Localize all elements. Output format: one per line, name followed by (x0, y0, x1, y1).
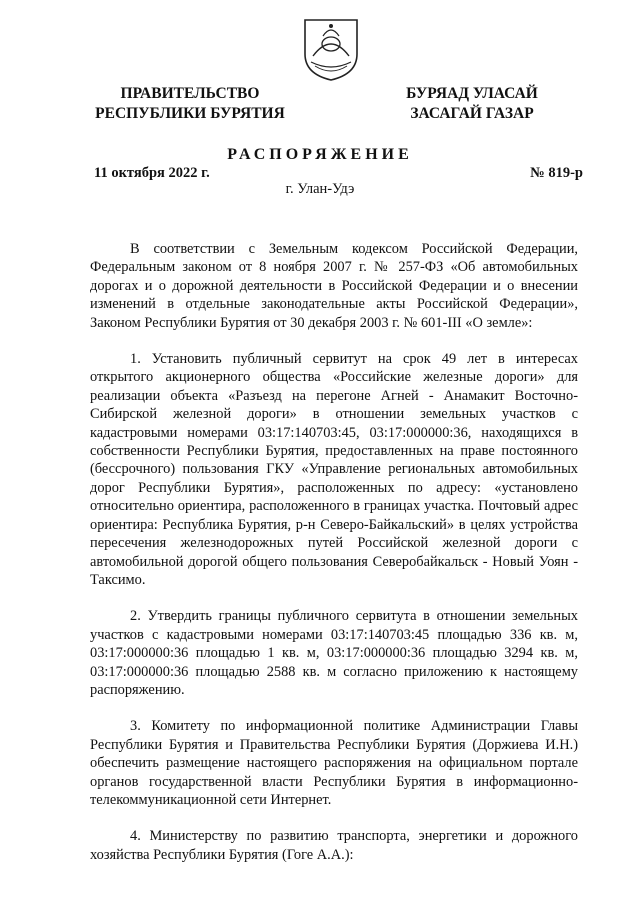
government-name-bua-line2: ЗАСАГАЙ ГАЗАР (410, 105, 534, 122)
government-name-line2: РЕСПУБЛИКИ БУРЯТИЯ (95, 105, 285, 122)
government-name-line1: ПРАВИТЕЛЬСТВО (120, 85, 260, 102)
paragraph-item-4: 4. Министерству по развитию транспорта, энергетики и дорожного хозяйства Республики Бурятия (Гоге А.А.): (90, 828, 578, 863)
document-title: РАСПОРЯЖЕНИЕ (227, 146, 413, 163)
document-date: 11 октября 2022 г. (94, 165, 210, 181)
preamble-paragraph: В соответствии с Земельным кодексом Российской Федерации, Федеральным законом от 8 ноября 2007 г. № 257-ФЗ «Об автомобильных дорогах и о дорожной деятельности в Российской Федерации и о внесении изменений в отдельные законодательные акты Российской Федерации», Законом Республики Бурятия от 30 декабря 2003 г. № 601-III «О земле»: (90, 241, 578, 331)
government-name-ru (90, 84, 290, 124)
government-name-bua-line1: БУРЯАД УЛАСАЙ (406, 85, 538, 102)
paragraph-item-2: 2. Утвердить границы публичного сервитута в отношении земельных участков с кадастровыми номерами 03:17:140703:45 площадью 336 кв. м, 03:17:000000:36 площадью 1 кв. м, 03:17:000000:36 площадью 3294 кв. м, 03:17:000000:36 площадью 2588 кв. м согласно приложению к настоящему распоряжению. (90, 608, 578, 698)
paragraph-item-1: 1. Установить публичный сервитут на срок 49 лет в интересах открытого акционерного общества «Российские железные дороги» для реализации объекта «Разъезд на перегоне Агней - Анамакит Восточно-Сибирской железной дороги» в отношении земельных участков с кадастровыми номерами 03:17:140703:45, 03:17:000000:36, находящихся в собственности Республики Бурятия, предоставленных на праве постоянного (бессрочного) пользования ГКУ «Управление региональных автомобильных дорог Республики Бурятия», расположенных по адресу: «установлено относительно ориентира, расположенного в границах участка. Почтовый адрес ориентира: Республика Бурятия, р-н Северо-Байкальский» в целях устройства пересечения железнодорожных путей Российской железной дороги с автомобильной дорогой общего пользования Северобайкальск - Новый Уоян - Таксимо. (90, 351, 578, 588)
document-body (90, 240, 578, 882)
document-number: № 819-р (530, 165, 583, 181)
paragraph-item-3: 3. Комитету по информационной политике Администрации Главы Республики Бурятия и Правительства Республики Бурятия (Доржиева И.Н.) обеспечить размещение настоящего распоряжения на официальном портале органов государственной власти Республики Бурятия в информационно-телекоммуникационной сети Интернет. (90, 718, 578, 808)
government-name-bua (384, 84, 560, 124)
document-city: г. Улан-Удэ (285, 181, 355, 197)
coat-of-arms-icon (299, 14, 363, 82)
